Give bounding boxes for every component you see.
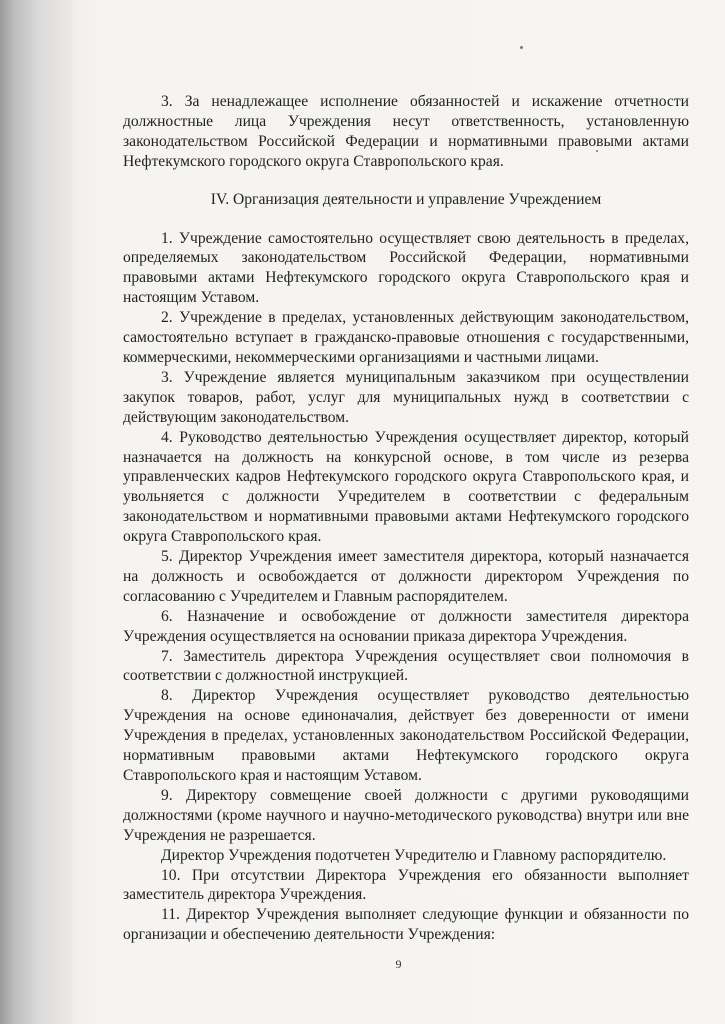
paragraph-9: 9. Директору совмещение своей должности с другими руководящими должностями (кроме научного и научно-методического руководства) внутри или вне Учреждения не разрешается. (123, 786, 689, 844)
intro-paragraph: 3. За ненадлежащее исполнение обязанностей и искажение отчетности должностные лица Учреждения несут ответственность, установленную законодательством Российской Федерации и нормативными правовыми актами Нефтекумского городского округа Ставропольского края. (123, 93, 689, 170)
document-body (123, 92, 689, 945)
scan-speck (520, 46, 523, 49)
paragraph-5: 5. Директор Учреждения имеет заместителя директора, который назначается на должность и освобождается от должности директором Учреждения по согласованию с Учредителем и Главным распорядителем. (123, 548, 689, 605)
section-heading: IV. Организация деятельности и управление Учреждением (210, 190, 602, 208)
paragraph-6: 6. Назначение и освобождение от должности заместителя директора Учреждения осуществляется на основании приказа директора Учреждения. (123, 607, 689, 645)
page-number: 9 (395, 957, 402, 971)
paragraph-3: 3. Учреждение является муниципальным заказчиком при осуществлении закупок товаров, работ, услуг для муниципальных нужд в соответствии с действующим законодательством. (123, 368, 689, 426)
paragraph-10: 10. При отсутствии Директора Учреждения его обязанности выполняет заместитель директора Учреждения. (123, 866, 689, 904)
paragraph-1: 1. Учреждение самостоятельно осуществляет свою деятельность в пределах, определяемых законодательством Российской Федерации, нормативными правовыми актами Нефтекумского городского округа Ставропольского края и настоящим Уставом. (123, 229, 689, 307)
paragraph-9-continued: Директор Учреждения подотчетен Учредителю и Главному распорядителю. (161, 846, 667, 864)
paragraph-4: 4. Руководство деятельностью Учреждения осуществляет директор, который назначается на должность на конкурсной основе, в том числе из резерва управленческих кадров Нефтекумского городского округа Ставропольского края, и увольняется с должности Учредителем в соответствии с федеральным законодательством и нормативными правовыми актами Нефтекумского городского округа Ставропольского края. (123, 428, 689, 546)
paragraph-7: 7. Заместитель директора Учреждения осуществляет свои полномочия в соответствии с должностной инструкцией. (123, 647, 689, 685)
scan-speck (596, 150, 598, 152)
paragraph-11: 11. Директор Учреждения выполняет следующие функции и обязанности по организации и обеспечению деятельности Учреждения: (123, 906, 689, 944)
section-paragraphs (123, 229, 689, 946)
scan-binding-shadow (0, 0, 72, 1024)
paragraph-2: 2. Учреждение в пределах, установленных действующим законодательством, самостоятельно вступает в гражданско-правовые отношения с государственными, коммерческими, некоммерческими организациями и частными лицами. (123, 309, 689, 366)
paragraph-8: 8. Директор Учреждения осуществляет руководство деятельностью Учреждения на основе единоначалия, действует без доверенности от имени Учреждения в пределах, установленных законодательством Российской Федерации, нормативным правовыми актами Нефтекумского городского округа Ставропольского края и настоящим Уставом. (123, 687, 689, 784)
